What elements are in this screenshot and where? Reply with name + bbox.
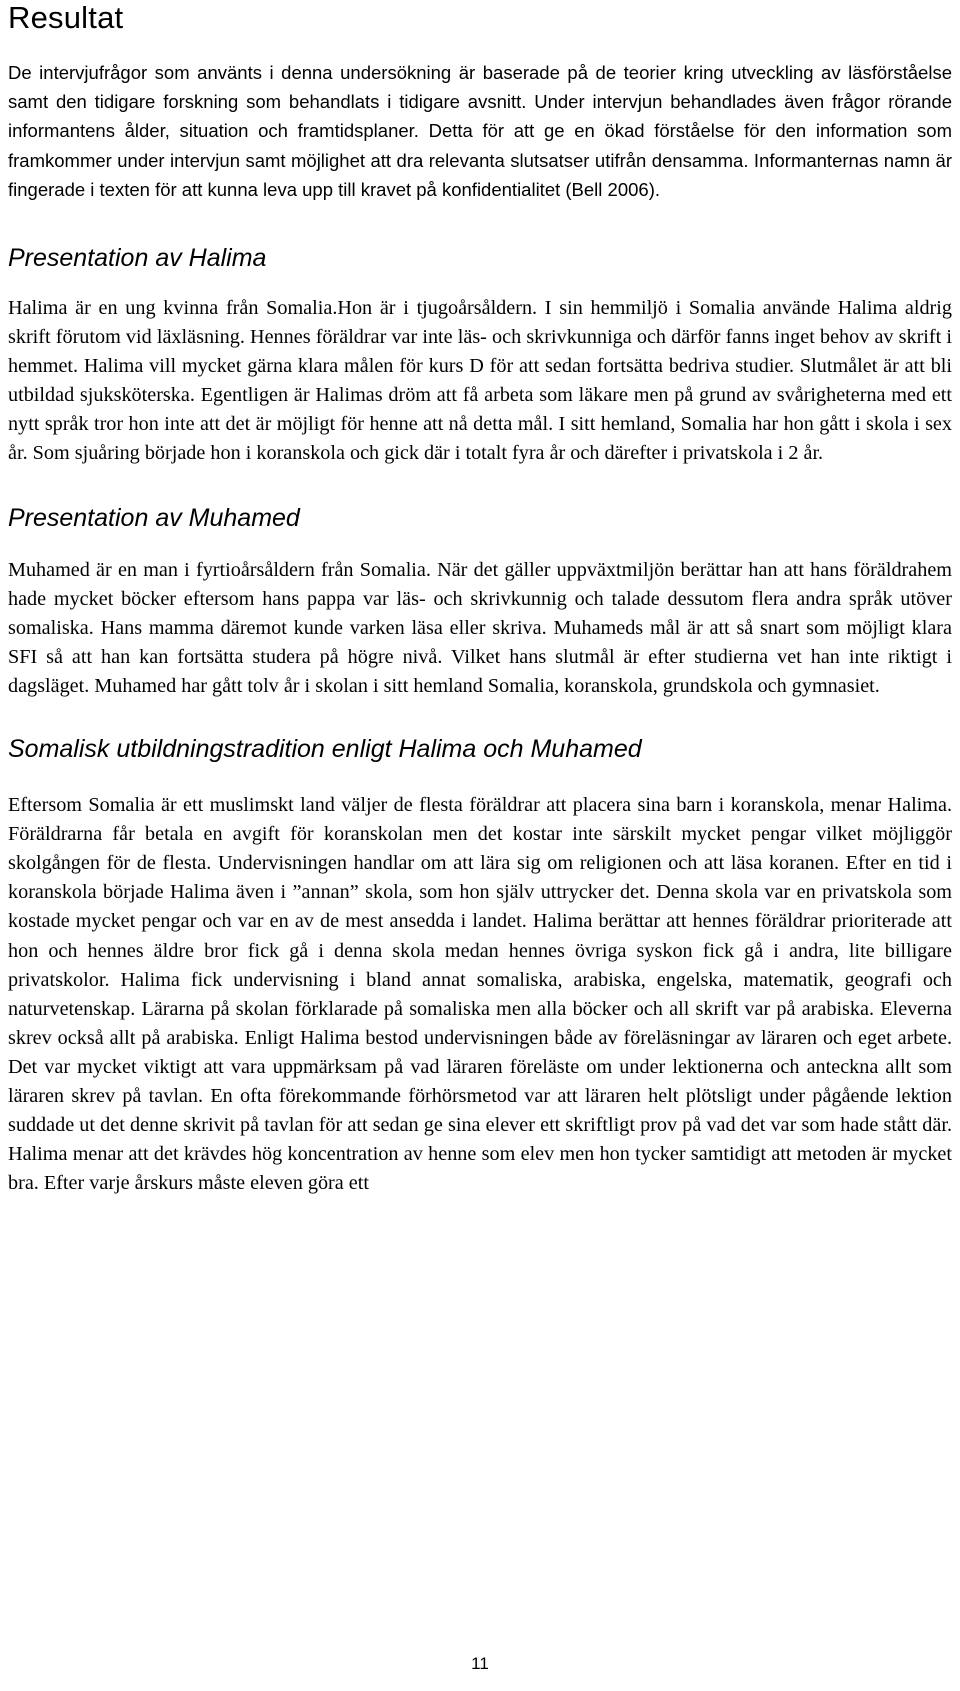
paragraph-halima: Halima är en ung kvinna från Somalia.Hon är i tjugoårsåldern. I sin hemmiljö i Somalia använde Halima aldrig skrift förutom vid läxläsning. Hennes föräldrar var inte läs- och skrivkunniga och därför fanns inget behov av skrift i hemmet. Halima vill mycket gärna klara målen för kurs D för att sedan fortsätta bedriva studier. Slutmålet är att bli utbildad sjuksköterska. Egentligen är Halimas dröm att få arbeta som läkare men på grund av svårigheterna med ett nytt språk tror hon inte att det är möjligt för henne att nå detta mål. I sitt hemland, Somalia har hon gått i skola i sex år. Som sjuåring började hon i koranskola och gick där i totalt fyra år och därefter i privatskola i 2 år. (8, 297, 952, 465)
page-number: 11 (471, 1654, 489, 1673)
document-page (8, 0, 952, 1691)
paragraph-tradition: Eftersom Somalia är ett muslimskt land väljer de flesta föräldrar att placera sina barn i koranskola, menar Halima. Föräldrarna får betala en avgift för koranskolan men det kostar inte särskilt mycket pengar vilket möjliggör skolgången för de flesta. Undervisningen handlar om att lära sig om religionen och att läsa koranen. Efter en tid i koranskola började Halima även i ”annan” skola, som hon själv uttrycker det. Denna skola var en privatskola som kostade mycket pengar och var en av de mest ansedda i landet. Halima berättar att hennes föräldrar prioriterade att hon och hennes äldre bror fick gå i denna skola medan hennes övriga syskon fick gå i andra, lite billigare privatskolor. Halima fick undervisning i bland annat somaliska, arabiska, engelska, matematik, geografi och naturvetenskap. Lärarna på skolan förklarade på somaliska men alla böcker och all skrift var på arabiska. Eleverna skrev också allt på arabiska. Enligt Halima bestod undervisningen både av föreläsningar av läraren och eget arbete. Det var mycket viktigt att vara uppmärksam på vad läraren föreläste om under lektionerna och anteckna allt som läraren skrev på tavlan. En ofta förekommande förhörsmetod var att läraren helt plötsligt under pågående lektion suddade ut det denne skrivit på tavlan för att sedan ge sina elever ett skriftligt prov på vad det var som hade stått där. Halima menar att det krävdes hög koncentration av henne som elev men hon tycker samtidigt att metoden är mycket bra. Efter varje årskurs måste eleven göra ett (8, 794, 952, 1195)
paragraph-muhamed: Muhamed är en man i fyrtioårsåldern från Somalia. När det gäller uppväxtmiljön berättar han att hans föräldrahem hade mycket böcker eftersom hans pappa var läs- och skrivkunnig och talade dessutom flera andra språk utöver somaliska. Hans mamma däremot kunde varken läsa eller skriva. Muhameds mål är att så snart som möjligt klara SFI så att han kan fortsätta studera på högre nivå. Vilket hans slutmål är efter studierna vet han inte riktigt i dagsläget. Muhamed har gått tolv år i skolan i sitt hemland Somalia, koranskola, grundskola och gymnasiet. (8, 558, 952, 697)
subsection-title-muhamed: Presentation av Muhamed (8, 503, 300, 532)
section-title-resultat: Resultat (8, 0, 124, 35)
subsection-title-tradition: Somalisk utbildningstradition enligt Halima och Muhamed (8, 735, 642, 764)
paragraph-intro: De intervjufrågor som använts i denna undersökning är baserade på de teorier kring utveckling av läsförståelse samt den tidigare forskning som behandlats i tidigare avsnitt. Under intervjun behandlades även frågor rörande informantens ålder, situation och framtidsplaner. Detta för att ge en ökad förståelse för den information som framkommer under intervjun samt möjlighet att dra relevanta slutsatser utifrån densamma. Informanternas namn är fingerade i texten för att kunna leva upp till kravet på konfidentialitet (Bell 2006). (8, 62, 952, 200)
subsection-title-halima: Presentation av Halima (8, 244, 267, 273)
